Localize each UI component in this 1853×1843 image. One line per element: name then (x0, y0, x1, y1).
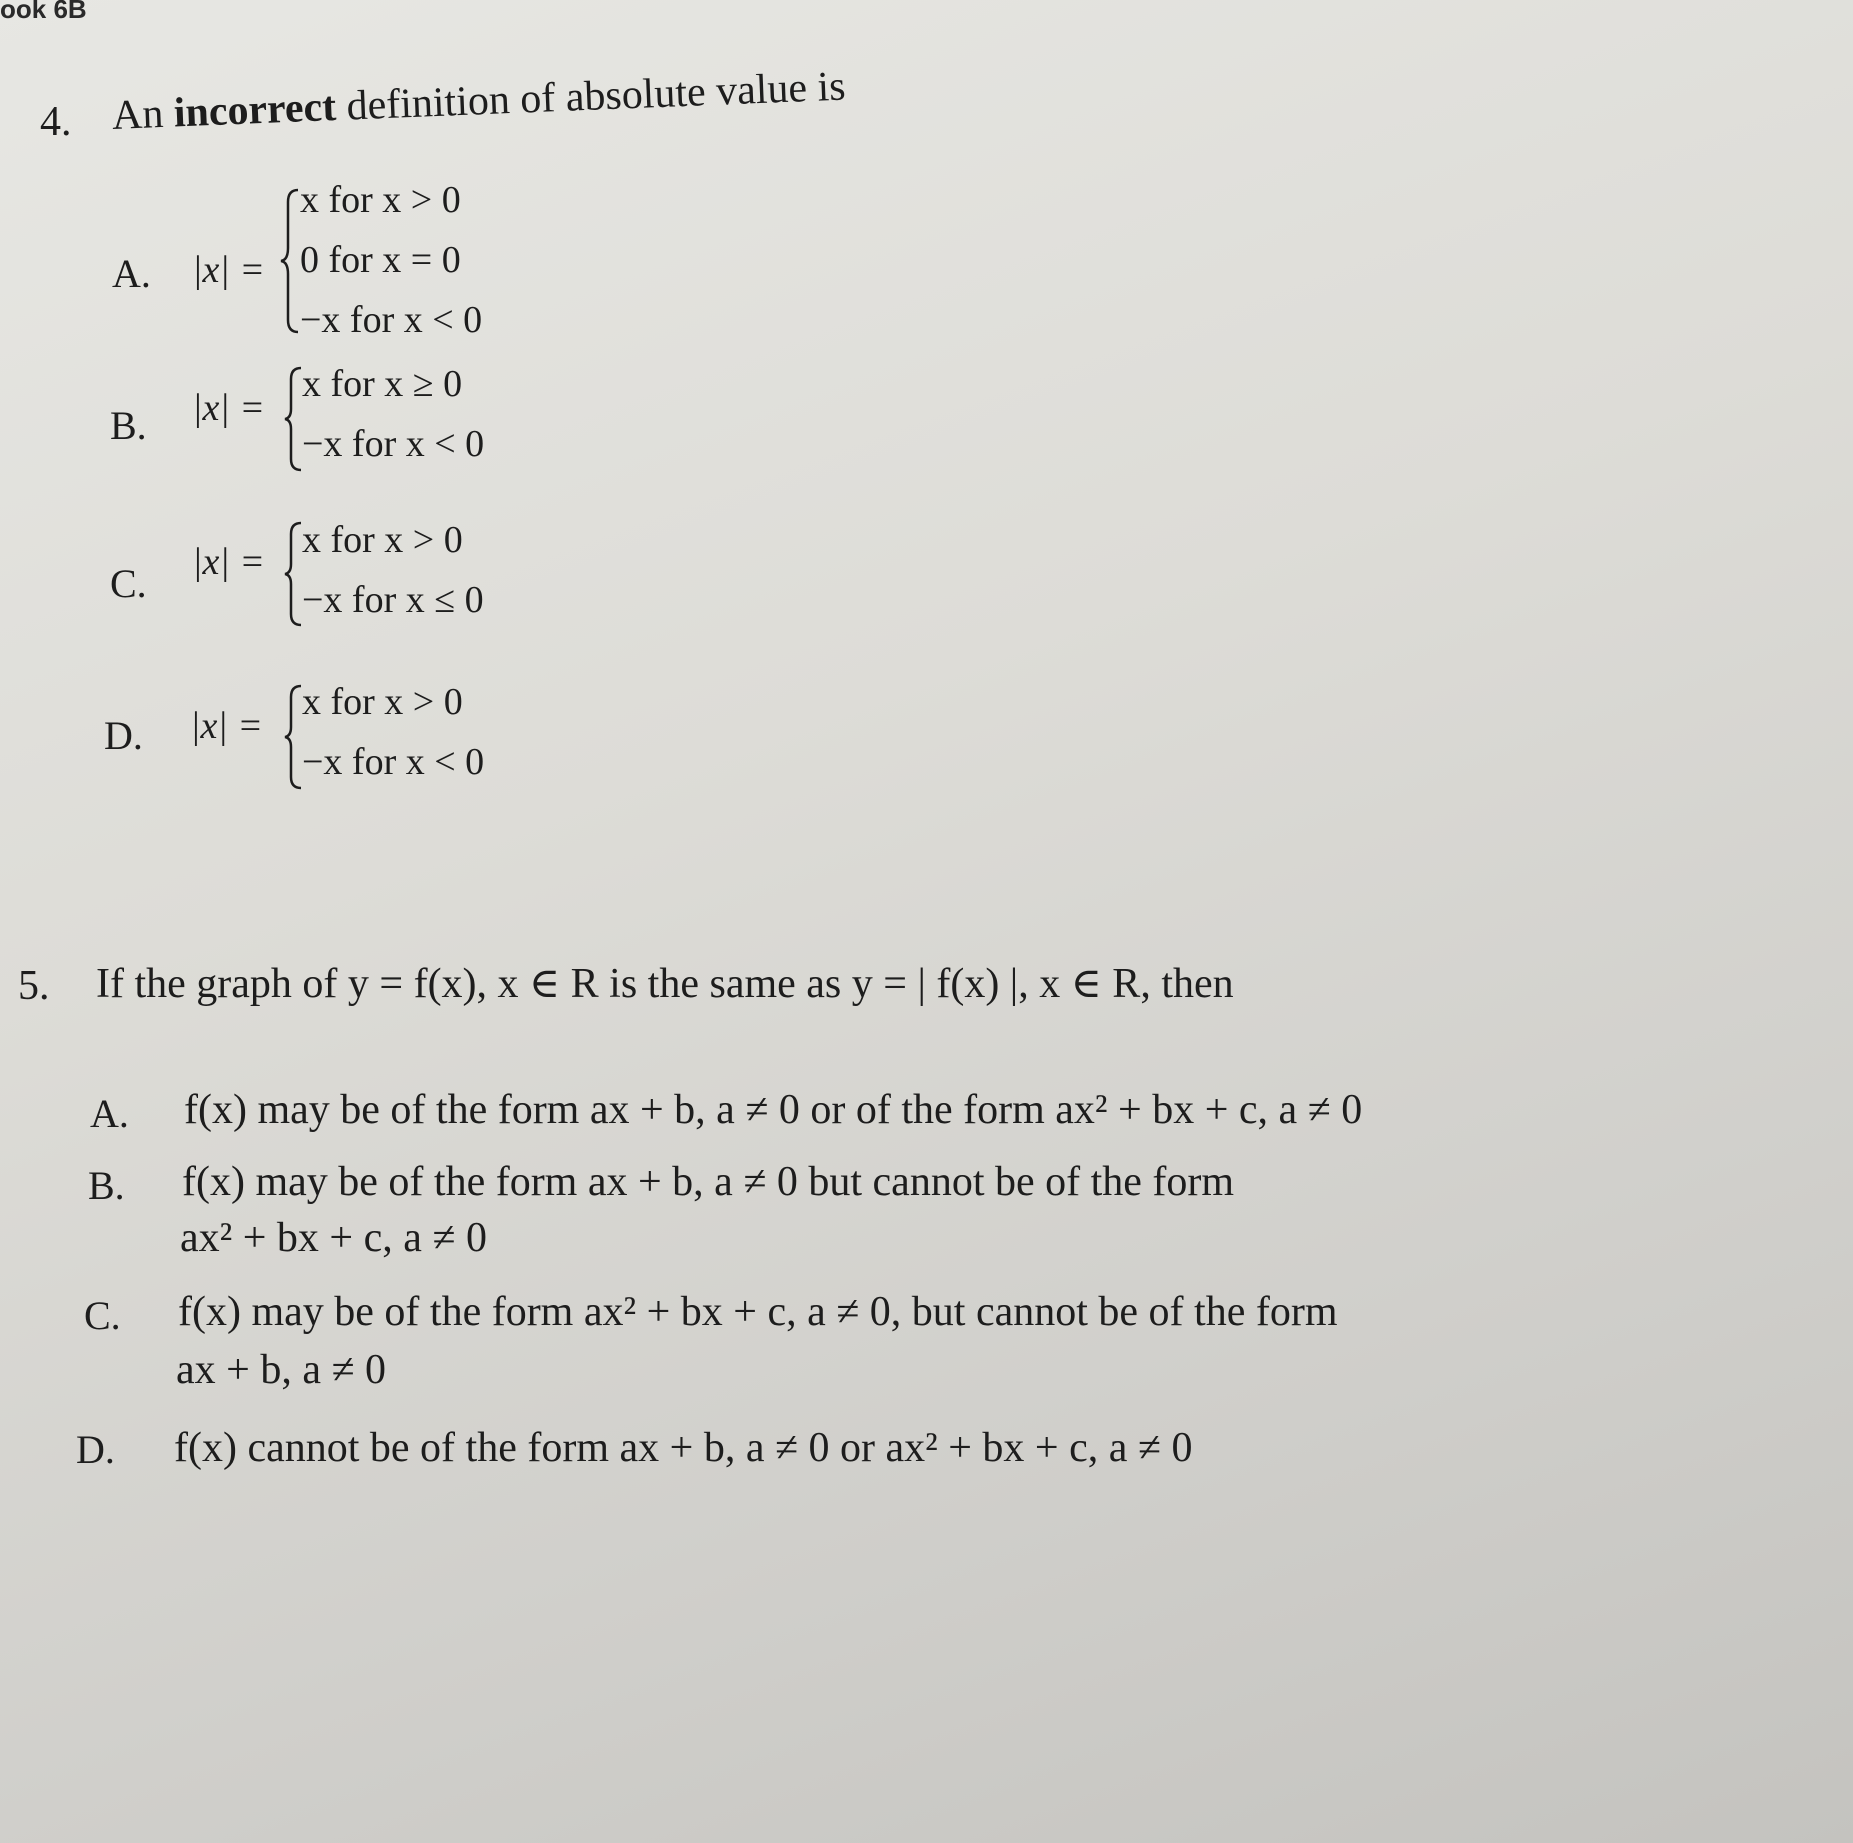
q4-option-c-letter: C. (110, 561, 147, 606)
q4-option-a-case-1: x for x > 0 (300, 179, 461, 221)
q5-option-a-line-1: f(x) may be of the form ax + b, a ≠ 0 or of the form ax² + bx + c, a ≠ 0 (184, 1087, 1363, 1133)
q5-option-b-letter: B. (88, 1163, 125, 1208)
q4-option-b-case-1: x for x ≥ 0 (302, 363, 463, 405)
q4-option-b-letter: B. (110, 403, 147, 448)
q4-option-b-brace (282, 365, 304, 473)
book-header: ook 6B (0, 0, 87, 24)
q4-option-d-case-1: x for x > 0 (302, 681, 463, 723)
q4-option-d-lhs: |x| = (190, 705, 263, 747)
question-4-stem-pre: An (111, 90, 175, 139)
q4-option-b-case-2: −x for x < 0 (302, 423, 485, 465)
question-4-stem (111, 63, 846, 140)
q4-option-a-letter: A. (112, 251, 151, 296)
q4-option-d-case-2: −x for x < 0 (302, 741, 485, 783)
q4-option-c-lhs: |x| = (192, 541, 265, 583)
q4-option-c-case-1: x for x > 0 (302, 519, 463, 561)
q5-option-c-line-2: ax + b, a ≠ 0 (176, 1347, 387, 1393)
q4-option-a-brace (278, 186, 302, 336)
q4-option-b-lhs: |x| = (192, 387, 265, 429)
q5-option-d-letter: D. (76, 1427, 115, 1472)
q5-option-b-line-1: f(x) may be of the form ax + b, a ≠ 0 but cannot be of the form (182, 1159, 1235, 1205)
q4-option-d-letter: D. (104, 713, 143, 758)
q5-option-c-letter: C. (84, 1293, 121, 1338)
q4-option-c-case-2: −x for x ≤ 0 (302, 579, 484, 621)
q4-option-a-lhs: |x| = (192, 249, 265, 291)
q4-option-a-case-3: −x for x < 0 (300, 299, 483, 341)
question-4-stem-bold: incorrect (172, 84, 338, 137)
q4-option-a-case-2: 0 for x = 0 (300, 239, 461, 281)
q4-option-c-brace (282, 520, 304, 628)
q5-option-c-line-1: f(x) may be of the form ax² + bx + c, a ≠ 0, but cannot be of the form (178, 1289, 1338, 1335)
question-5-stem: If the graph of y = f(x), x ∈ R is the same as y = | f(x) |, x ∈ R, then (96, 961, 1234, 1007)
q5-option-d-line-1: f(x) cannot be of the form ax + b, a ≠ 0 or ax² + bx + c, a ≠ 0 (174, 1425, 1193, 1471)
q5-option-b-line-2: ax² + bx + c, a ≠ 0 (180, 1215, 487, 1261)
question-5-number: 5. (18, 963, 50, 1009)
question-4-stem-post: definition of absolute value is (335, 63, 847, 130)
q5-option-a-letter: A. (90, 1091, 129, 1136)
q4-option-d-brace (282, 683, 304, 791)
question-4-number: 4. (40, 99, 72, 145)
